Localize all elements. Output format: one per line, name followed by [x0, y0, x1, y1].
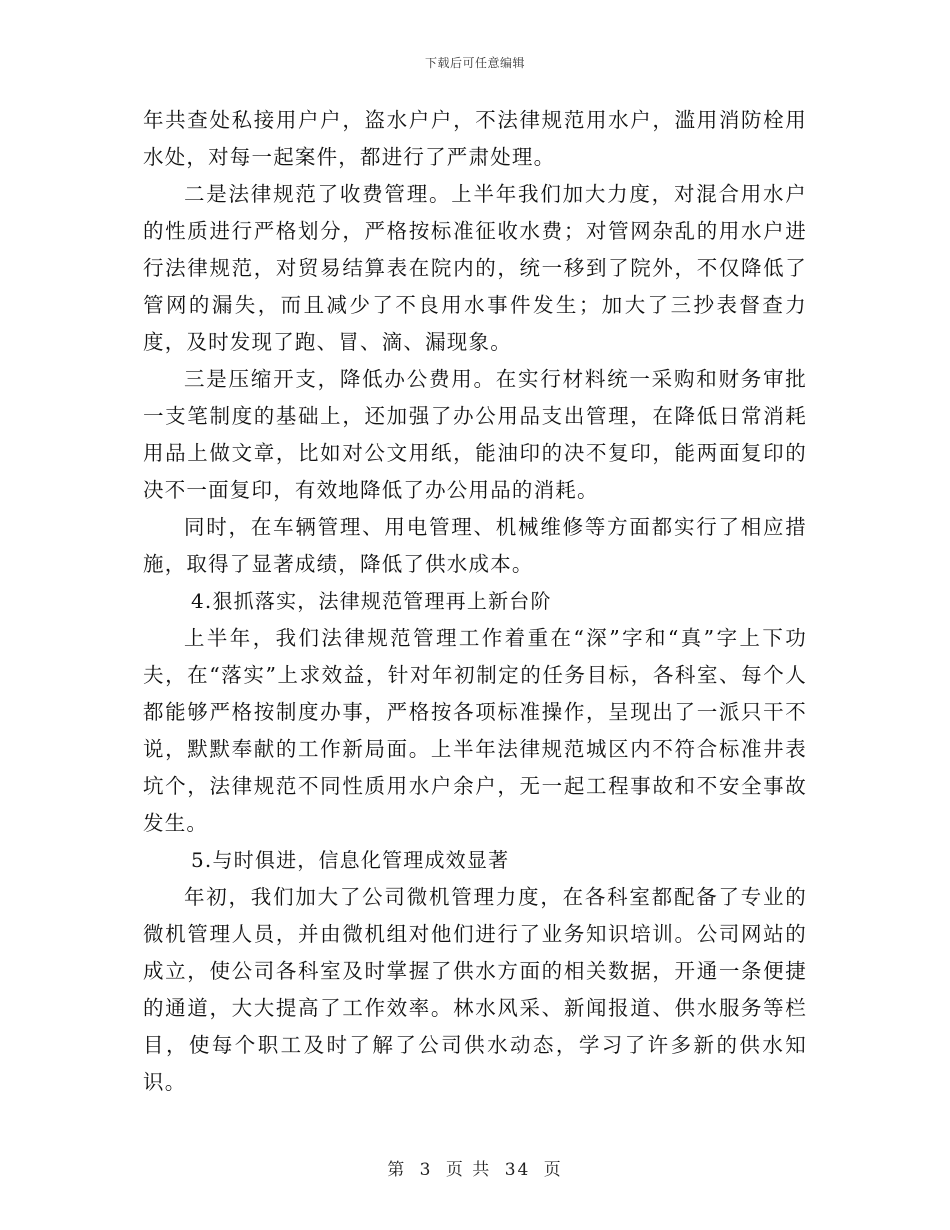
paragraph-vehicle-management: 同时，在车辆管理、用电管理、机械维修等方面都实行了相应措施，取得了显著成绩，降低了供水成本。	[143, 515, 807, 576]
section-heading-5: 5.与时俱进，信息化管理成效显著	[191, 848, 510, 872]
header-note: 下载后可任意编辑	[424, 56, 525, 70]
paragraph-continued: 年共查处私接用户户，盗水户户，不法律规范用水户，滥用消防栓用水处，对每一起案件，都进行了严肃处理。	[143, 108, 807, 169]
footer-suffix: 页	[543, 1160, 563, 1180]
page-footer	[0, 1155, 950, 1180]
paragraph-fee-management: 二是法律规范了收费管理。上半年我们加大力度，对混合用水户的性质进行严格划分，严格按标准征收水费；对管网杂乱的用水户进行法律规范，对贸易结算表在院内的，统一移到了院外，不仅降低了管网的漏失，而且减少了不良用水事件发生；加大了三抄表督查力度，及时发现了跑、冒、滴、漏现象。	[143, 182, 807, 354]
document-body	[143, 102, 807, 1101]
section-heading-4: 4.狠抓落实，法律规范管理再上新台阶	[191, 589, 552, 613]
footer-prefix: 第	[387, 1160, 407, 1180]
footer-mid: 页 共	[445, 1160, 492, 1180]
paragraph-implementation: 上半年，我们法律规范管理工作着重在“深”字和“真”字上下功夫，在“落实”上求效益，针对年初制定的任务目标，各科室、每个人都能够严格按制度办事，严格按各项标准操作，呈现出了一派只干不说，默默奉献的工作新局面。上半年法律规范城区内不符合标准井表坑个，法律规范不同性质用水户余户，无一起工程事故和不安全事故发生。	[143, 626, 807, 835]
page-number: 3	[419, 1160, 433, 1180]
total-pages: 34	[504, 1160, 531, 1180]
paragraph-informatization: 年初，我们加大了公司微机管理力度，在各科室都配备了专业的微机管理人员，并由微机组对他们进行了业务知识培训。公司网站的成立，使公司各科室及时掌握了供水方面的相关数据，开通一条便捷的通道，大大提高了工作效率。林水风采、新闻报道、供水服务等栏目，使每个职工及时了解了公司供水动态，学习了许多新的供水知识。	[143, 885, 807, 1094]
paragraph-cost-reduction: 三是压缩开支，降低办公费用。在实行材料统一采购和财务审批一支笔制度的基础上，还加强了办公用品支出管理，在降低日常消耗用品上做文章，比如对公文用纸，能油印的决不复印，能两面复印的决不一面复印，有效地降低了办公用品的消耗。	[143, 367, 807, 502]
